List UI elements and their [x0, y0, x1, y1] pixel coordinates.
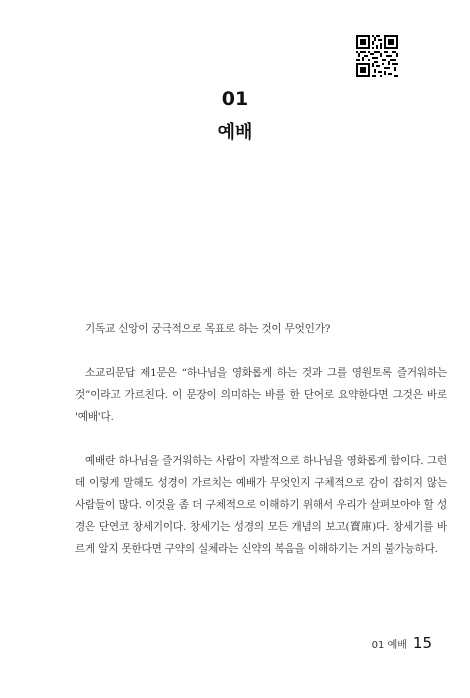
paragraph: 소교리문답 제1문은 “하나님을 영화롭게 하는 것과 그를 영원토록 즐거워하는 것”이라고 가르친다. 이 문장이 의미하는 바를 한 단어로 요약한다면 그것은 바로 '예배'다.: [75, 367, 447, 423]
paragraph: 기독교 신앙이 궁극적으로 목표로 하는 것이 무엇인가?: [85, 323, 331, 335]
chapter-title: 예배: [217, 122, 253, 143]
body-text: [75, 318, 447, 582]
page-number: 15: [412, 634, 432, 652]
qr-code-icon: [356, 35, 398, 77]
paragraph: 예배란 하나님을 즐거워하는 사람이 자발적으로 하나님을 영화롭게 함이다. 그런데 이렇게 말해도 성경이 가르치는 예배가 무엇인지 구체적으로 감이 잡히지 않는 사람들이 많다. 이것을 좀 더 구체적으로 이해하기 위해서 우리가 살펴보아야 할 성경은 단연코 창세기이다. 창세기는 성경의 모든 개념의 보고(寶庫)다. 창세기를 바르게 알지 못한다면 구약의 실체라는 신약의 복음을 이해하기는 거의 불가능하다.: [75, 455, 447, 555]
page-footer: [372, 634, 432, 652]
running-head: 01 예배: [371, 640, 407, 651]
chapter-number: 01: [221, 88, 249, 110]
